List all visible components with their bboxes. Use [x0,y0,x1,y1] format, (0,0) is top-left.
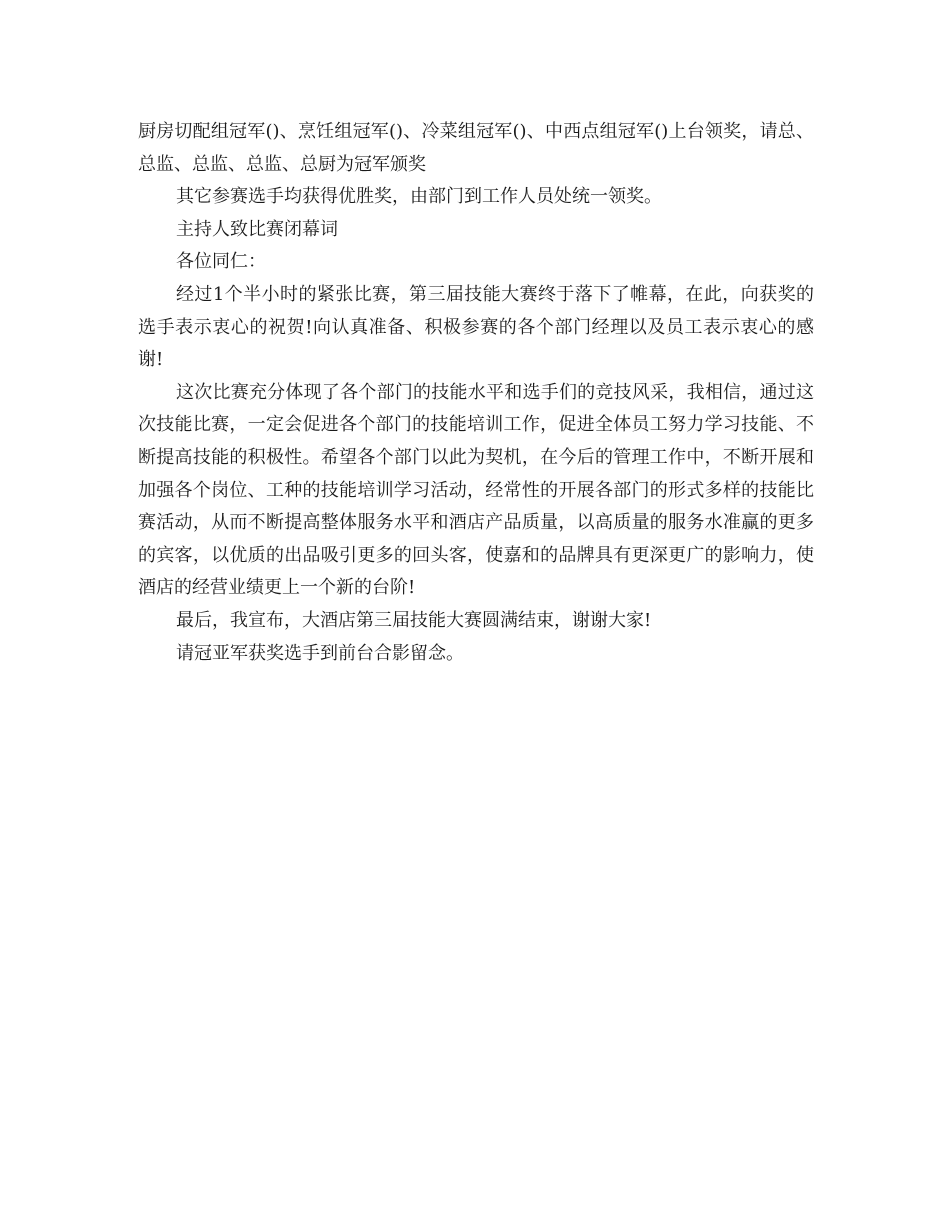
paragraph-photo-invitation: 请冠亚军获奖选手到前台合影留念。 [176,642,464,664]
paragraph-award-ceremony: 厨房切配组冠军()、烹饪组冠军()、冷菜组冠军()、中西点组冠军()上台领奖，请总、总监、总监、总监、总厨为冠军颁奖 [138,121,814,175]
paragraph-salutation: 各位同仁： [176,251,266,273]
paragraph-competition-summary: 这次比赛充分体现了各个部门的技能水平和选手们的竞技风采，我相信，通过这次技能比赛，一定会促进各个部门的技能培训工作，促进全体员工努力学习技能、不断提高技能的积极性。希望各个部门以此为契机，在今后的管理工作中，不断开展和加强各个岗位、工种的技能培训学习活动，经常性的开展各部门的形式多样的技能比赛活动，从而不断提高整体服务水平和酒店产品质量，以高质量的服务水准赢的更多的宾客，以优质的出品吸引更多的回头客，使嘉和的品牌具有更深更广的影响力，使酒店的经营业绩更上一个新的台阶! [138,381,814,599]
paragraph-closing-announcement: 最后，我宣布，大酒店第三届技能大赛圆满结束，谢谢大家! [176,609,652,631]
document-body [138,116,814,670]
paragraph-other-contestants: 其它参赛选手均获得优胜奖，由部门到工作人员处统一领奖。 [176,186,662,208]
paragraph-congratulations: 经过1个半小时的紧张比赛，第三届技能大赛终于落下了帷幕，在此，向获奖的选手表示衷心的祝贺!向认真准备、积极参赛的各个部门经理以及员工表示衷心的感谢! [138,283,814,371]
paragraph-host-closing-heading: 主持人致比赛闭幕词 [176,218,338,240]
